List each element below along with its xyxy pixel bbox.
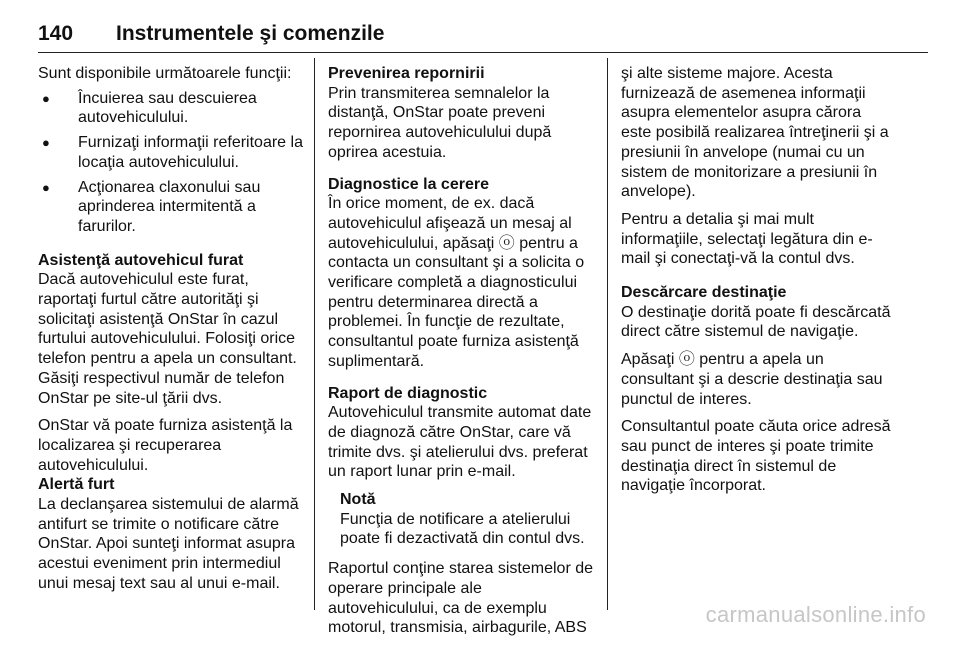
- column-1: [38, 64, 304, 606]
- section-heading: Asistenţă autovehicul furat: [38, 251, 244, 269]
- column-divider-left: [314, 58, 315, 610]
- paragraph: O destinaţie dorită poate fi descărcată direct către sistemul de navigaţie.: [621, 303, 891, 341]
- paragraph: OnStar vă poate furniza asistenţă la localizarea şi recuperarea autovehiculului.: [38, 417, 293, 474]
- list-item: ● Încuierea sau descuierea autovehiculului.: [38, 89, 304, 128]
- column-2: [328, 64, 596, 650]
- column-3: [621, 64, 893, 508]
- note-text: Funcţia de notificare a atelierului poate fi dezactivată din contul dvs.: [340, 510, 585, 548]
- page-number: 140: [38, 22, 74, 45]
- feature-list: [38, 89, 304, 237]
- section-heading: Diagnostice la cerere: [328, 175, 489, 193]
- page-header: [38, 20, 928, 53]
- paragraph: Pentru a detalia şi mai mult informaţiile, selectaţi legătura din e-mail şi conectaţi-vă la contul dvs.: [621, 210, 873, 268]
- paragraph: şi alte sisteme majore. Acesta furnizează de asemenea informaţii asupra elementelor asupra cărora este posibilă realizarea întreţinerii şi a presiunii în anvelope (numai cu un sistem de monitorizare a presiunii în anvelope).: [621, 65, 889, 201]
- section-diagnostics: [328, 175, 596, 372]
- column-divider-right: [607, 58, 608, 610]
- note-box: [328, 490, 596, 549]
- paragraph: Autovehiculul transmite automat date de diagnoză către OnStar, care vă trimite dvs. şi atelierului dvs. preferat un raport lunar prin e-mail.: [328, 404, 592, 481]
- section-stolen-vehicle: [38, 251, 304, 476]
- section-heading: Raport de diagnostic: [328, 384, 488, 402]
- watermark: carmanualsonline.info: [705, 602, 926, 627]
- paragraph: Dacă autovehiculul este furat, raportaţi furtul către autorităţi şi solicitaţi asistenţă OnStar în cazul furtului autovehiculului. Folosiţi orice telefon pentru a apela un consultant. Găsiţi respectivul număr de telefon OnStar pe site-ul ţării dvs.: [38, 271, 297, 407]
- list-item: ● Acţionarea claxonului sau aprinderea intermitentă a farurilor.: [38, 178, 304, 237]
- paragraph: Prin transmiterea semnalelor la distanţă, OnStar poate preveni repornirea autovehiculului după oprirea acestuia.: [328, 84, 552, 161]
- section-heading: Descărcare destinaţie: [621, 284, 787, 302]
- paragraph: Apăsaţi ⓞ pentru a apela un consultant şi a descrie destinaţia sau punctul de interes.: [621, 351, 883, 408]
- section-diagnostic-report: [328, 384, 596, 638]
- section-heading: Prevenirea repornirii: [328, 65, 485, 82]
- section-heading: Alertă furt: [38, 476, 115, 494]
- list-item: ● Furnizaţi informaţii referitoare la locaţia autovehiculului.: [38, 133, 304, 172]
- paragraph: Raportul conţine starea sistemelor de operare principale ale autovehiculului, ca de exemplu motorul, transmisia, airbagurile, ABS: [328, 560, 594, 637]
- paragraph: Consultantul poate căuta orice adresă sau punct de interes şi poate trimite destinaţia direct în sistemul de navigaţie încorporat.: [621, 418, 891, 495]
- paragraph: La declanşarea sistemului de alarmă antifurt se trimite o notificare către OnStar. Apoi sunteţi informat asupra acestui eveniment prin intermediul unui mesaj text sau al unui e-mail.: [38, 496, 299, 592]
- section-restart-prevention: [328, 64, 596, 163]
- section-destination-download: [621, 283, 893, 496]
- note-heading: Notă: [340, 491, 376, 509]
- page-title: Instrumentele şi comenzile: [116, 22, 385, 45]
- intro-text: Sunt disponibile următoarele funcţii:: [38, 65, 292, 82]
- section-theft-alert: [38, 475, 304, 593]
- paragraph: În orice moment, de ex. dacă autovehiculul afişează un mesaj al autovehiculului, apăsaţi ⓞ pentru a contacta un consultant şi a solicita o verificare completă a diagnosticului pentru determinarea directă a problemei. În funcţie de rezultate, consultantul poate furniza asistenţă suplimentară.: [328, 195, 585, 370]
